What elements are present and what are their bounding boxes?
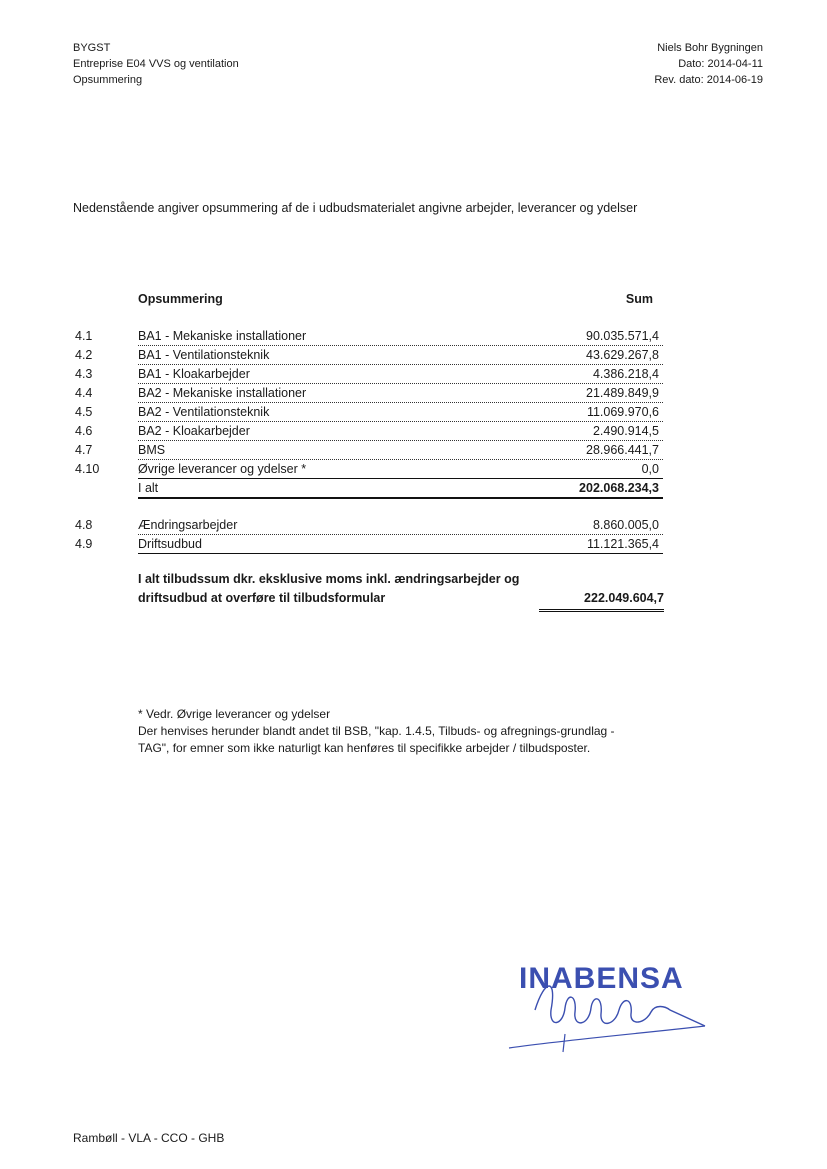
- row-description: Driftsudbud: [138, 537, 202, 551]
- table-row: [73, 422, 668, 441]
- row-value: 2.490.914,5: [592, 424, 659, 438]
- row-value: 11.121.365,4: [586, 537, 659, 551]
- total-value: 202.068.234,3: [579, 481, 659, 495]
- table-row: [73, 384, 668, 403]
- header-right: [654, 40, 763, 88]
- row-number: 4.5: [75, 405, 93, 419]
- table-row: [73, 403, 668, 422]
- row-description: BA1 - Mekaniske installationer: [138, 329, 307, 343]
- total-row: [73, 479, 668, 498]
- table-row: [73, 327, 668, 346]
- row-value: 90.035.571,4: [586, 329, 659, 343]
- row-number: 4.1: [75, 329, 93, 343]
- row-number: 4.6: [75, 424, 93, 438]
- footnote-line2: TAG", for emner som ikke naturligt kan henføres til specifikke arbejder / tilbudsposter.: [138, 741, 591, 755]
- total-label: I alt: [138, 481, 159, 495]
- row-description: BMS: [138, 443, 166, 457]
- table-title: Opsummering: [138, 292, 223, 306]
- row-number: 4.4: [75, 386, 93, 400]
- row-description: BA2 - Ventilationsteknik: [138, 405, 270, 419]
- header-left: [73, 40, 239, 88]
- row-value: 8.860.005,0: [592, 518, 659, 532]
- table-row: [73, 346, 668, 365]
- table-sum-label: Sum: [625, 292, 653, 306]
- header-doc-type: Opsummering: [73, 74, 143, 86]
- row-value: 0,0: [641, 462, 659, 476]
- footer-text: Rambøll - VLA - CCO - GHB: [73, 1131, 225, 1145]
- table-row: [73, 460, 668, 479]
- header-building: Niels Bohr Bygningen: [657, 42, 763, 54]
- table-header: [73, 290, 668, 310]
- footnote: [138, 706, 678, 757]
- stamp-company-name: INABENSA: [519, 962, 684, 995]
- row-value: 43.629.267,8: [586, 348, 659, 362]
- company-stamp-signature: [505, 948, 715, 1058]
- row-description: Ændringsarbejder: [138, 518, 238, 532]
- header-org: BYGST: [73, 42, 111, 54]
- header-contract: Entreprise E04 VVS og ventilation: [73, 58, 239, 70]
- row-value: 21.489.849,9: [586, 386, 659, 400]
- header-date: Dato: 2014-04-11: [678, 58, 763, 70]
- row-number: 4.7: [75, 443, 93, 457]
- row-description: BA2 - Mekaniske installationer: [138, 386, 307, 400]
- row-description: BA1 - Ventilationsteknik: [138, 348, 270, 362]
- row-value: 4.386.218,4: [592, 367, 659, 381]
- row-description: BA1 - Kloakarbejder: [138, 367, 250, 381]
- row-number: 4.8: [75, 518, 93, 532]
- row-description: BA2 - Kloakarbejder: [138, 424, 250, 438]
- row-number: 4.3: [75, 367, 93, 381]
- footnote-line1: Der henvises herunder blandt andet til BSB, "kap. 1.4.5, Tilbuds- og afregnings-grundlag -: [138, 724, 615, 738]
- table-row: [73, 535, 668, 554]
- grand-total-line2: driftsudbud at overføre til tilbudsformular: [138, 591, 386, 605]
- grand-total-line1: I alt tilbudssum dkr. eksklusive moms inkl. ændringsarbejder og: [138, 572, 520, 586]
- table-row: [73, 365, 668, 384]
- row-number: 4.2: [75, 348, 93, 362]
- row-number: 4.9: [75, 537, 93, 551]
- signature-underline: [509, 1026, 705, 1048]
- table-row: [73, 441, 668, 460]
- footnote-title: * Vedr. Øvrige leverancer og ydelser: [138, 707, 331, 721]
- row-description: Øvrige leverancer og ydelser *: [138, 462, 307, 476]
- signature-stroke: [563, 1034, 565, 1052]
- intro-text: Nedenstående angiver opsummering af de i udbudsmaterialet angivne arbejder, leverancer og ydelser: [73, 201, 638, 215]
- row-number: 4.10: [75, 462, 100, 476]
- row-value: 28.966.441,7: [586, 443, 659, 457]
- summary-table: [73, 290, 668, 554]
- grand-total-label: [138, 570, 528, 608]
- row-value: 11.069.970,6: [586, 405, 659, 419]
- header-rev-date: Rev. dato: 2014-06-19: [654, 74, 763, 86]
- table-row: [73, 516, 668, 535]
- grand-total-value: 222.049.604,7: [539, 589, 664, 612]
